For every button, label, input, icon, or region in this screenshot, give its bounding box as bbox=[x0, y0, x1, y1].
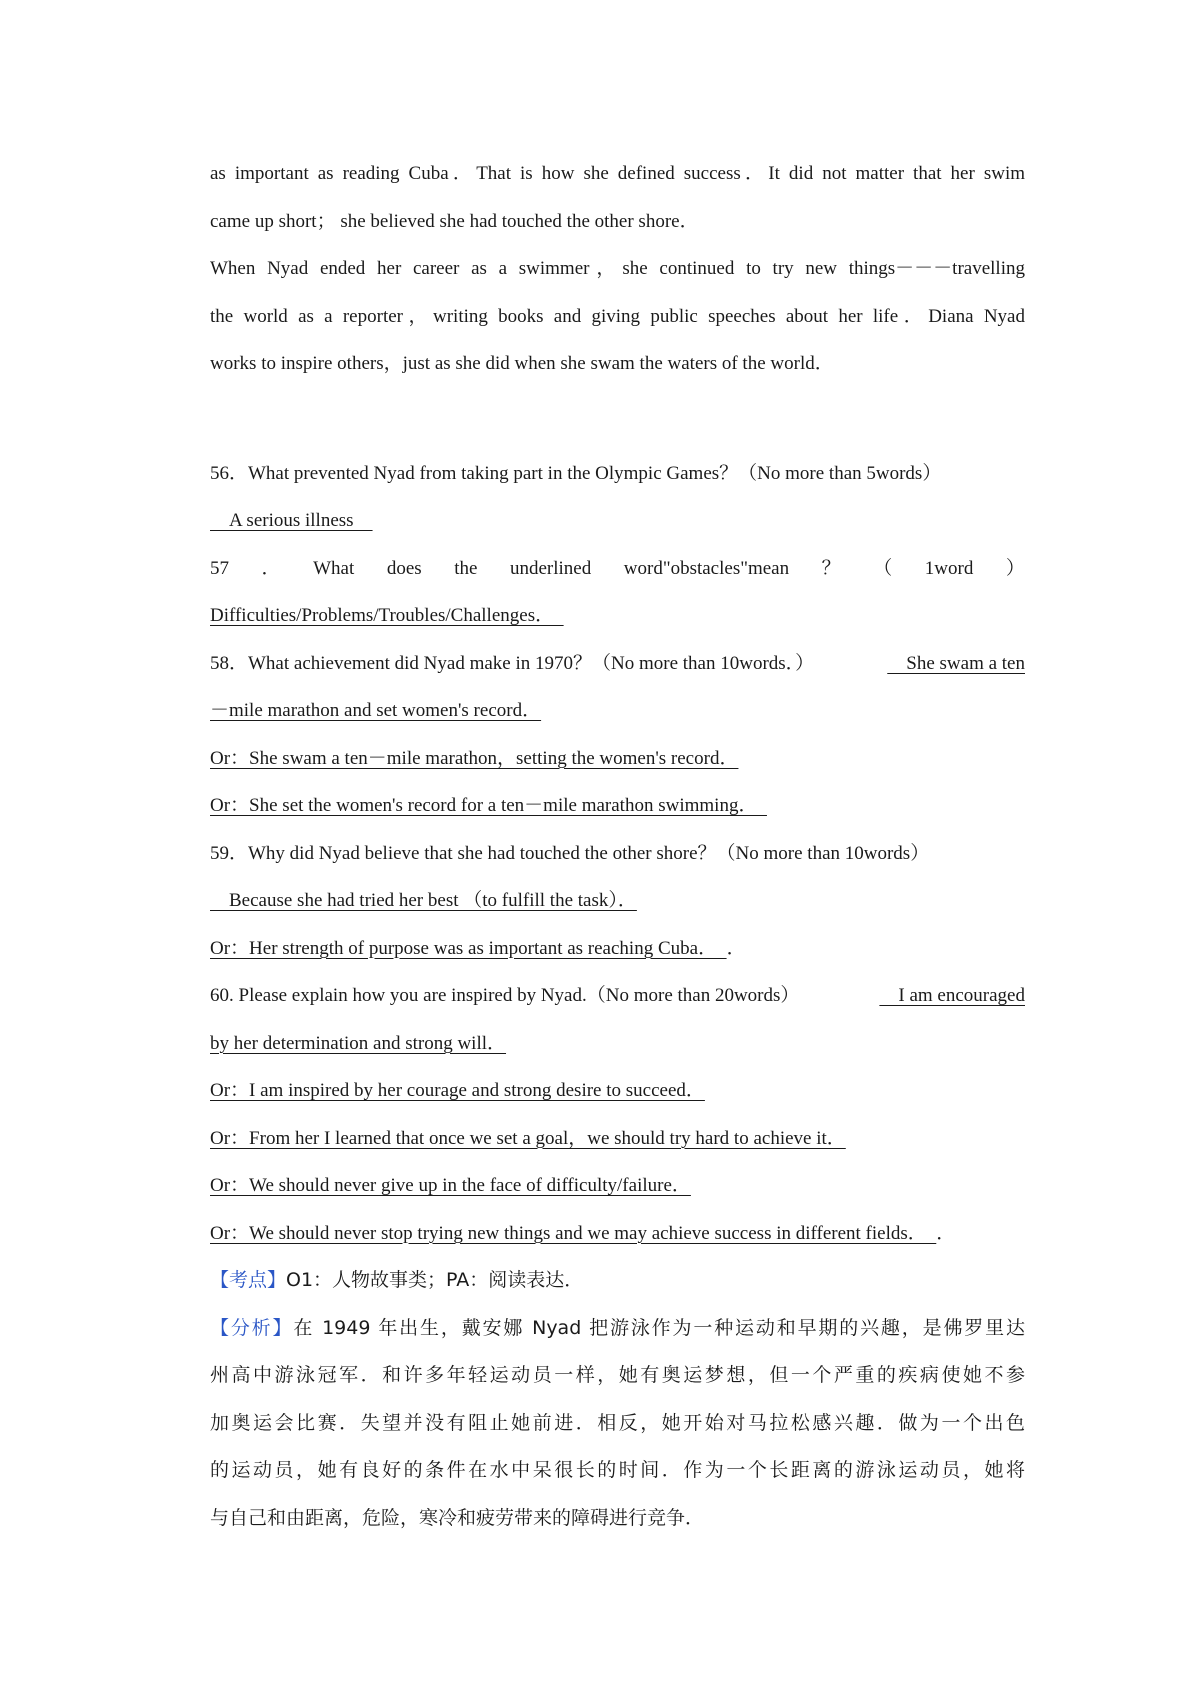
question-58 bbox=[210, 640, 1025, 688]
answer-56 bbox=[210, 497, 1025, 545]
fenxi-tag: 【分析】 bbox=[210, 1316, 294, 1339]
q57-part: ． bbox=[261, 557, 281, 579]
answer-58-alt bbox=[210, 735, 1025, 783]
answer-60 bbox=[210, 1020, 1025, 1068]
question-text: 60. Please explain how you are inspired by Nyad.（No more than 20words） bbox=[210, 985, 800, 1006]
answer-60-alt bbox=[210, 1210, 1025, 1258]
question-57 bbox=[210, 545, 1025, 593]
fenxi-line: 与自己和由距离，危险，寒冷和疲劳带来的障碍进行竞争． bbox=[210, 1506, 705, 1529]
fenxi-text: 在 1949 年出生，戴安娜 Nyad 把游泳作为一种运动和早期的兴趣，是佛罗里达 bbox=[293, 1316, 1025, 1339]
q57-part: What bbox=[313, 557, 355, 579]
answer-59 bbox=[210, 877, 1025, 925]
kaodian-tag: 【考点】 bbox=[210, 1269, 287, 1291]
fenxi-line: 的运动员，她有良好的条件在水中呆很长的时间．作为一个长距离的游泳运动员，她将 bbox=[210, 1459, 1025, 1481]
question-60 bbox=[210, 972, 1025, 1020]
passage-line: came up short； she believed she had touched the other shore． bbox=[210, 210, 699, 232]
answer-text: －mile marathon and set women's record． bbox=[210, 700, 542, 721]
answer-text: Because she had tried her best （to fulfill the task）． bbox=[210, 890, 637, 911]
q57-part: the bbox=[454, 557, 478, 579]
answer-text: Or：Her strength of purpose was as important as reaching Cuba． bbox=[210, 937, 727, 959]
answer-tail: ． bbox=[726, 937, 746, 959]
answer-text: Or：I am inspired by her courage and strong desire to succeed． bbox=[210, 1080, 705, 1101]
q57-part: underlined bbox=[509, 557, 592, 579]
q57-part: ） bbox=[1005, 557, 1025, 579]
answer-57 bbox=[210, 592, 1025, 640]
answer-text: Difficulties/Problems/Troubles/Challenges． bbox=[210, 605, 564, 626]
q57-part: word"obstacles"mean bbox=[623, 557, 790, 579]
fenxi-line: 加奥运会比赛．失望并没有阻止她前进．相反，她开始对马拉松感兴趣．做为一个出色 bbox=[210, 1411, 1025, 1434]
fenxi-line bbox=[210, 1305, 1025, 1353]
question-59: 59．Why did Nyad believe that she had touched the other shore？（No more than 10words） bbox=[210, 842, 930, 864]
answer-text: Or：From her I learned that once we set a goal，we should try hard to achieve it． bbox=[210, 1127, 846, 1149]
answer-text: Or：She set the women's record for a ten－mile marathon swimming． bbox=[210, 795, 767, 816]
kaodian-line bbox=[210, 1257, 1025, 1305]
passage-line: as important as reading Cuba．That is how she defined success．It did not matter that her swim bbox=[210, 163, 1025, 184]
answer-text: A serious illness bbox=[210, 510, 373, 531]
answer-60-alt bbox=[210, 1115, 1025, 1163]
document-page bbox=[210, 150, 1025, 1542]
kaodian-text: O1：人物故事类；PA：阅读表达． bbox=[286, 1269, 584, 1291]
question-56: 56．What prevented Nyad from taking part in the Olympic Games？（No more than 5words） bbox=[210, 462, 942, 484]
q57-part: （ bbox=[873, 557, 893, 579]
answer-text: by her determination and strong will． bbox=[210, 1032, 507, 1054]
answer-text: Or：We should never give up in the face of difficulty/failure． bbox=[210, 1175, 691, 1196]
answer-59-alt bbox=[210, 925, 1025, 973]
answer-text: Or：She swam a ten－mile marathon，setting the women's record． bbox=[210, 747, 739, 769]
q57-part: ？ bbox=[821, 557, 841, 579]
passage-line: works to inspire others，just as she did when she swam the waters of the world． bbox=[210, 353, 834, 374]
question-text: 58．What achievement did Nyad make in 1970？（No more than 10words．） bbox=[210, 652, 815, 674]
answer-58 bbox=[210, 687, 1025, 735]
passage-line: the world as a reporter，writing books and giving public speeches about her life．Diana Nyad bbox=[210, 305, 1025, 327]
answer-text: She swam a ten bbox=[887, 652, 1025, 674]
passage-line: When Nyad ended her career as a swimmer，she continued to try new things－－－travelling bbox=[210, 258, 1025, 279]
answer-60-alt bbox=[210, 1162, 1025, 1210]
q57-part: 57 bbox=[210, 557, 229, 579]
answer-tail: ． bbox=[936, 1222, 956, 1244]
answer-text: I am encouraged bbox=[879, 985, 1025, 1006]
fenxi-line: 州高中游泳冠军．和许多年轻运动员一样，她有奥运梦想，但一个严重的疾病使她不参 bbox=[210, 1364, 1025, 1386]
answer-58-alt bbox=[210, 782, 1025, 830]
answer-text: Or：We should never stop trying new things and we may achieve success in different fields． bbox=[210, 1222, 937, 1244]
answer-60-alt bbox=[210, 1067, 1025, 1115]
q57-part: 1word bbox=[924, 557, 974, 579]
q57-part: does bbox=[386, 557, 422, 579]
